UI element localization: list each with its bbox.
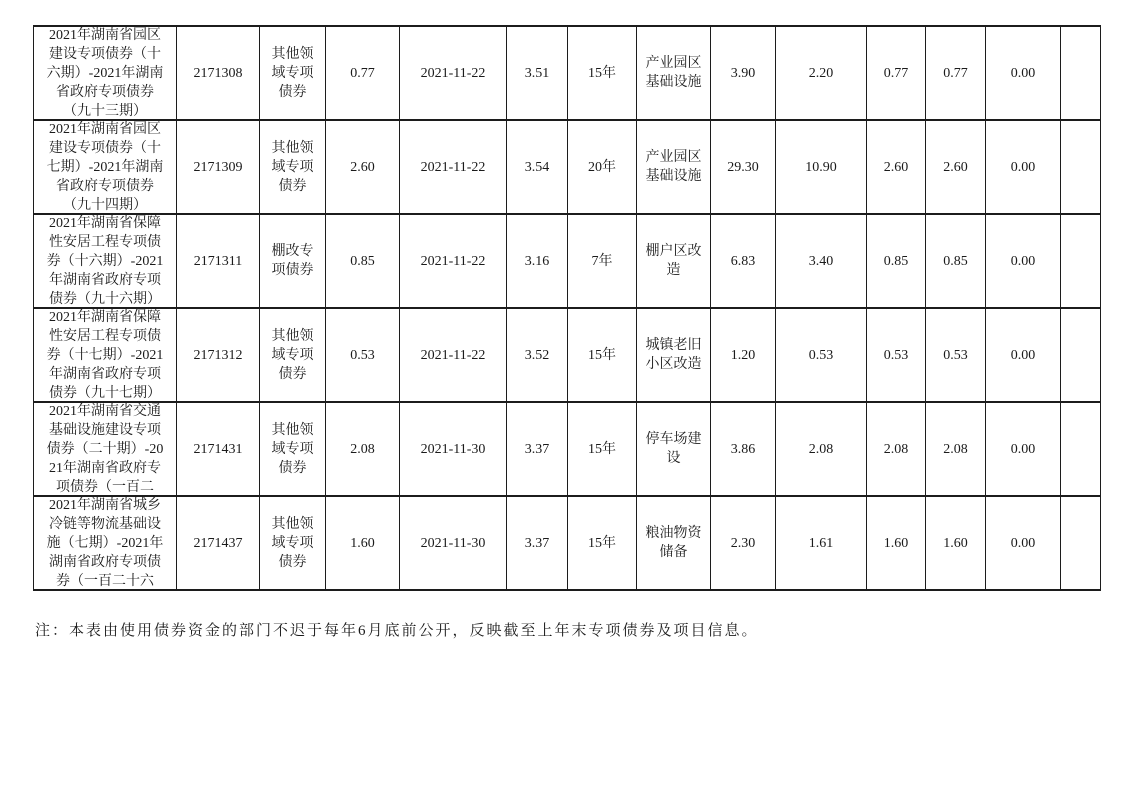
cell-col4_amount: 2.60 — [326, 120, 400, 214]
cell-bond_name: 2021年湖南省城乡冷链等物流基础设施（七期）-2021年湖南省政府专项债券（一百二十六 — [34, 496, 177, 590]
cell-bond_type: 其他领域专项债券 — [260, 120, 326, 214]
cell-bond_code: 2171309 — [177, 120, 260, 214]
bond-table — [33, 25, 1101, 591]
cell-col14_empty — [1061, 214, 1101, 308]
table-row — [34, 308, 1101, 402]
cell-col14_empty — [1061, 496, 1101, 590]
cell-col11: 1.60 — [867, 496, 926, 590]
cell-col12: 0.77 — [926, 26, 986, 120]
cell-bond_name: 2021年湖南省园区建设专项债券（十六期）-2021年湖南省政府专项债券（九十三期） — [34, 26, 177, 120]
cell-issue_date: 2021-11-22 — [400, 120, 507, 214]
cell-col11: 0.85 — [867, 214, 926, 308]
cell-col10: 1.61 — [776, 496, 867, 590]
cell-col10: 2.08 — [776, 402, 867, 496]
bond-table-body — [34, 26, 1101, 590]
cell-term: 20年 — [568, 120, 637, 214]
cell-bond_code: 2171308 — [177, 26, 260, 120]
cell-col4_amount: 2.08 — [326, 402, 400, 496]
cell-bond_name: 2021年湖南省交通基础设施建设专项债券（二十期）-2021年湖南省政府专项债券（一百二 — [34, 402, 177, 496]
cell-bond_type: 其他领域专项债券 — [260, 496, 326, 590]
cell-rate: 3.37 — [507, 402, 568, 496]
cell-bond_type: 棚改专项债券 — [260, 214, 326, 308]
cell-col9: 6.83 — [711, 214, 776, 308]
table-row — [34, 26, 1101, 120]
cell-col11: 2.08 — [867, 402, 926, 496]
cell-col11: 2.60 — [867, 120, 926, 214]
cell-col9: 1.20 — [711, 308, 776, 402]
table-row — [34, 496, 1101, 590]
cell-project_type: 棚户区改造 — [637, 214, 711, 308]
cell-issue_date: 2021-11-30 — [400, 496, 507, 590]
cell-col12: 1.60 — [926, 496, 986, 590]
cell-col9: 3.86 — [711, 402, 776, 496]
cell-issue_date: 2021-11-30 — [400, 402, 507, 496]
cell-bond_code: 2171312 — [177, 308, 260, 402]
cell-rate: 3.37 — [507, 496, 568, 590]
cell-bond_code: 2171431 — [177, 402, 260, 496]
cell-rate: 3.54 — [507, 120, 568, 214]
cell-col4_amount: 1.60 — [326, 496, 400, 590]
table-row — [34, 214, 1101, 308]
cell-col13: 0.00 — [986, 308, 1061, 402]
cell-issue_date: 2021-11-22 — [400, 214, 507, 308]
cell-term: 7年 — [568, 214, 637, 308]
cell-term: 15年 — [568, 26, 637, 120]
cell-issue_date: 2021-11-22 — [400, 26, 507, 120]
cell-col14_empty — [1061, 120, 1101, 214]
cell-col13: 0.00 — [986, 214, 1061, 308]
cell-project_type: 产业园区基础设施 — [637, 120, 711, 214]
cell-term: 15年 — [568, 496, 637, 590]
cell-col13: 0.00 — [986, 496, 1061, 590]
cell-col14_empty — [1061, 402, 1101, 496]
cell-col13: 0.00 — [986, 120, 1061, 214]
cell-col4_amount: 0.77 — [326, 26, 400, 120]
cell-col4_amount: 0.85 — [326, 214, 400, 308]
cell-col11: 0.53 — [867, 308, 926, 402]
cell-rate: 3.52 — [507, 308, 568, 402]
cell-col10: 3.40 — [776, 214, 867, 308]
table-row — [34, 402, 1101, 496]
cell-term: 15年 — [568, 308, 637, 402]
table-row — [34, 120, 1101, 214]
footnote: 注：本表由使用债券资金的部门不迟于每年6月底前公开，反映截至上年末专项债券及项目信息。 — [35, 623, 759, 639]
cell-rate: 3.51 — [507, 26, 568, 120]
cell-term: 15年 — [568, 402, 637, 496]
cell-col9: 3.90 — [711, 26, 776, 120]
cell-bond_type: 其他领域专项债券 — [260, 402, 326, 496]
cell-col10: 2.20 — [776, 26, 867, 120]
cell-col12: 2.08 — [926, 402, 986, 496]
cell-col13: 0.00 — [986, 26, 1061, 120]
cell-bond_code: 2171311 — [177, 214, 260, 308]
cell-bond_type: 其他领域专项债券 — [260, 26, 326, 120]
cell-col9: 2.30 — [711, 496, 776, 590]
cell-bond_name: 2021年湖南省园区建设专项债券（十七期）-2021年湖南省政府专项债券（九十四期） — [34, 120, 177, 214]
cell-col12: 0.53 — [926, 308, 986, 402]
cell-bond_type: 其他领域专项债券 — [260, 308, 326, 402]
cell-issue_date: 2021-11-22 — [400, 308, 507, 402]
cell-col12: 0.85 — [926, 214, 986, 308]
cell-bond_code: 2171437 — [177, 496, 260, 590]
cell-project_type: 城镇老旧小区改造 — [637, 308, 711, 402]
cell-project_type: 产业园区基础设施 — [637, 26, 711, 120]
cell-col13: 0.00 — [986, 402, 1061, 496]
cell-col14_empty — [1061, 26, 1101, 120]
cell-col14_empty — [1061, 308, 1101, 402]
cell-col10: 10.90 — [776, 120, 867, 214]
cell-col9: 29.30 — [711, 120, 776, 214]
cell-col12: 2.60 — [926, 120, 986, 214]
cell-col4_amount: 0.53 — [326, 308, 400, 402]
cell-col10: 0.53 — [776, 308, 867, 402]
cell-project_type: 停车场建设 — [637, 402, 711, 496]
cell-rate: 3.16 — [507, 214, 568, 308]
cell-col11: 0.77 — [867, 26, 926, 120]
cell-bond_name: 2021年湖南省保障性安居工程专项债券（十七期）-2021年湖南省政府专项债券（九十七期） — [34, 308, 177, 402]
cell-project_type: 粮油物资储备 — [637, 496, 711, 590]
cell-bond_name: 2021年湖南省保障性安居工程专项债券（十六期）-2021年湖南省政府专项债券（九十六期） — [34, 214, 177, 308]
